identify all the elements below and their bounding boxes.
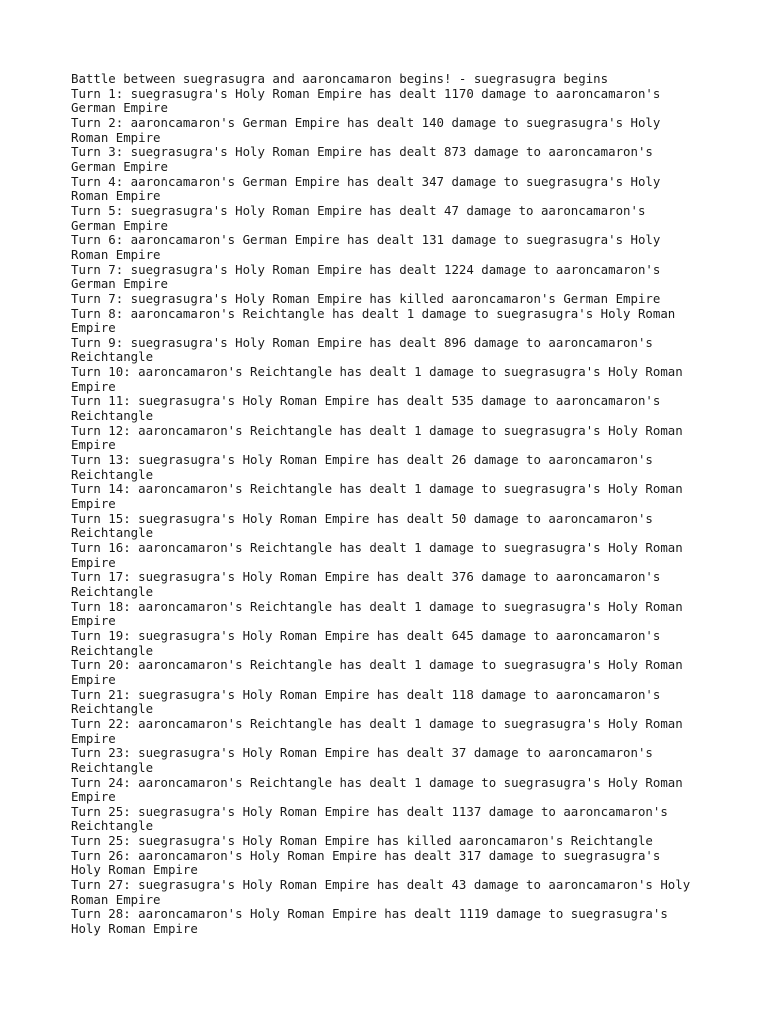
log-line: Roman Empire	[71, 891, 161, 907]
log-line: Reichtangle	[71, 583, 154, 599]
log-line: Turn 1: suegrasugra's Holy Roman Empire has dealt 1170 damage to aaroncamaron's	[71, 85, 661, 101]
log-line: Roman Empire	[71, 246, 161, 262]
log-line: Holy Roman Empire	[71, 921, 198, 937]
log-line: Turn 4: aaroncamaron's German Empire has dealt 347 damage to suegrasugra's Holy	[71, 173, 661, 189]
log-line: Turn 10: aaroncamaron's Reichtangle has dealt 1 damage to suegrasugra's Holy Roman	[71, 364, 683, 380]
log-line: German Empire	[71, 217, 168, 233]
log-line: Reichtangle	[71, 642, 154, 658]
log-line: Turn 12: aaroncamaron's Reichtangle has dealt 1 damage to suegrasugra's Holy Roman	[71, 422, 683, 438]
log-line: German Empire	[71, 158, 168, 174]
log-line: Turn 24: aaroncamaron's Reichtangle has dealt 1 damage to suegrasugra's Holy Roman	[71, 774, 683, 790]
log-line: Roman Empire	[71, 129, 161, 145]
log-line: Empire	[71, 554, 116, 570]
log-line: German Empire	[71, 276, 168, 292]
log-line: Turn 7: suegrasugra's Holy Roman Empire has killed aaroncamaron's German Empire	[71, 290, 661, 306]
log-line: Turn 18: aaroncamaron's Reichtangle has dealt 1 damage to suegrasugra's Holy Roman	[71, 598, 683, 614]
log-line: German Empire	[71, 100, 168, 116]
log-line: Empire	[71, 730, 116, 746]
log-line: Turn 2: aaroncamaron's German Empire has dealt 140 damage to suegrasugra's Holy	[71, 114, 661, 130]
log-line: Turn 11: suegrasugra's Holy Roman Empire has dealt 535 damage to aaroncamaron's	[71, 393, 661, 409]
log-line: Empire	[71, 437, 116, 453]
log-line: Empire	[71, 378, 116, 394]
log-line: Turn 17: suegrasugra's Holy Roman Empire has dealt 376 damage to aaroncamaron's	[71, 569, 661, 585]
log-line: Holy Roman Empire	[71, 862, 198, 878]
log-line: Turn 19: suegrasugra's Holy Roman Empire has dealt 645 damage to aaroncamaron's	[71, 627, 661, 643]
log-line: Turn 6: aaroncamaron's German Empire has dealt 131 damage to suegrasugra's Holy	[71, 232, 661, 248]
log-line: Reichtangle	[71, 349, 154, 365]
log-line: Roman Empire	[71, 188, 161, 204]
log-line: Battle between suegrasugra and aaroncamaron begins! - suegrasugra begins	[71, 71, 609, 86]
log-line: Turn 16: aaroncamaron's Reichtangle has dealt 1 damage to suegrasugra's Holy Roman	[71, 540, 683, 555]
log-line: Turn 25: suegrasugra's Holy Roman Empire has killed aaroncamaron's Reichtangle	[71, 833, 653, 849]
log-line: Turn 23: suegrasugra's Holy Roman Empire has dealt 37 damage to aaroncamaron's	[71, 745, 653, 761]
log-line: Turn 9: suegrasugra's Holy Roman Empire has dealt 896 damage to aaroncamaron's	[71, 334, 653, 350]
log-line: Reichtangle	[71, 466, 154, 482]
log-line: Turn 27: suegrasugra's Holy Roman Empire has dealt 43 damage to aaroncamaron's Holy	[71, 877, 691, 893]
log-line: Reichtangle	[71, 701, 154, 717]
log-line: Turn 20: aaroncamaron's Reichtangle has dealt 1 damage to suegrasugra's Holy Roman	[71, 657, 683, 673]
log-line: Turn 21: suegrasugra's Holy Roman Empire has dealt 118 damage to aaroncamaron's	[71, 686, 661, 702]
log-line: Turn 25: suegrasugra's Holy Roman Empire has dealt 1137 damage to aaroncamaron's	[71, 803, 668, 819]
log-line: Turn 3: suegrasugra's Holy Roman Empire has dealt 873 damage to aaroncamaron's	[71, 144, 653, 160]
log-line: Empire	[71, 671, 116, 687]
log-line: Turn 7: suegrasugra's Holy Roman Empire has dealt 1224 damage to aaroncamaron's	[71, 261, 661, 277]
log-line: Turn 14: aaroncamaron's Reichtangle has dealt 1 damage to suegrasugra's Holy Roman	[71, 481, 683, 497]
log-line: Turn 5: suegrasugra's Holy Roman Empire has dealt 47 damage to aaroncamaron's	[71, 202, 646, 218]
log-line: Reichtangle	[71, 759, 154, 775]
log-line: Empire	[71, 789, 116, 805]
log-line: Turn 26: aaroncamaron's Holy Roman Empire has dealt 317 damage to suegrasugra's	[71, 847, 661, 863]
log-line: Turn 15: suegrasugra's Holy Roman Empire has dealt 50 damage to aaroncamaron's	[71, 510, 653, 526]
log-line: Turn 22: aaroncamaron's Reichtangle has dealt 1 damage to suegrasugra's Holy Roman	[71, 715, 683, 731]
log-line: Reichtangle	[71, 818, 154, 834]
log-line: Reichtangle	[71, 525, 154, 541]
log-line: Empire	[71, 613, 116, 629]
log-line: Empire	[71, 320, 116, 336]
log-line: Empire	[71, 496, 116, 512]
battle-log	[71, 72, 711, 937]
log-line: Turn 13: suegrasugra's Holy Roman Empire has dealt 26 damage to aaroncamaron's	[71, 452, 653, 468]
log-line: Turn 8: aaroncamaron's Reichtangle has dealt 1 damage to suegrasugra's Holy Roman	[71, 305, 676, 321]
log-line: Turn 28: aaroncamaron's Holy Roman Empire has dealt 1119 damage to suegrasugra's	[71, 906, 668, 922]
log-line: Reichtangle	[71, 408, 154, 424]
